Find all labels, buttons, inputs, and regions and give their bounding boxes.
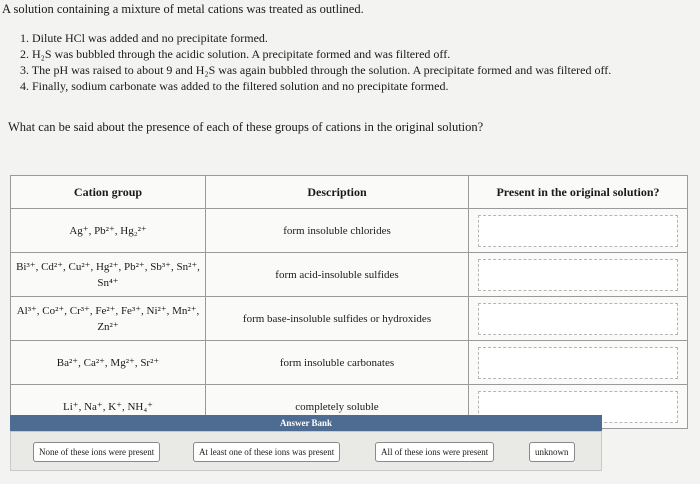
description-cell: form base-insoluble sulfides or hydroxides [206,297,469,341]
cation-list: Bi³⁺, Cd²⁺, Cu²⁺, Hg²⁺, Pb²⁺, Sb³⁺, Sn²⁺, Sn⁴⁺ [16,260,200,289]
step-3: 3. The pH was raised to about 9 and H₂S was again bubbled through the solution. A precipitate formed and was filtered off. [20,63,612,77]
description-cell: form insoluble chlorides [206,209,469,253]
answer-chip-none[interactable]: None of these ions were present [33,442,160,462]
description-cell: completely soluble [206,385,469,429]
table-row [11,209,688,253]
answer-drop-slot[interactable] [478,303,678,335]
table-row [11,341,688,385]
table-row [11,297,688,341]
present-cell [469,209,688,253]
cation-cell [11,209,206,253]
present-cell [469,297,688,341]
answer-drop-slot[interactable] [478,347,678,379]
description-cell: form insoluble carbonates [206,341,469,385]
question-text: What can be said about the presence of each of these groups of cations in the original solution? [8,120,484,134]
answer-chip-all[interactable]: All of these ions were present [375,442,494,462]
intro-text: A solution containing a mixture of metal cations was treated as outlined. [2,2,364,16]
cation-cell [11,297,206,341]
description-cell: form acid-insoluble sulfides [206,253,469,297]
header-description: Description [206,176,469,209]
procedure-steps [20,30,611,94]
present-cell [469,253,688,297]
step-4: 4. Finally, sodium carbonate was added to the filtered solution and no precipitate formed. [20,79,449,93]
answer-bank-title: Answer Bank [10,415,602,431]
table-row [11,253,688,297]
cation-group-table [10,175,688,429]
answer-drop-slot[interactable] [478,215,678,247]
cation-cell [11,253,206,297]
answer-bank [10,431,602,471]
cation-list: Al³⁺, Co²⁺, Cr³⁺, Fe²⁺, Fe³⁺, Ni²⁺, Mn²⁺, Zn²⁺ [16,304,200,333]
present-cell [469,341,688,385]
header-cation-group: Cation group [11,176,206,209]
step-1: 1. Dilute HCl was added and no precipitate formed. [20,31,268,45]
cation-list: Ag⁺, Pb²⁺, Hg₂²⁺ [69,224,147,237]
header-present: Present in the original solution? [469,176,688,209]
answer-chip-at-least-one[interactable]: At least one of these ions was present [193,442,340,462]
table-header-row [11,176,688,209]
answer-drop-slot[interactable] [478,259,678,291]
answer-chip-unknown[interactable]: unknown [529,442,575,462]
step-2: 2. H₂S was bubbled through the acidic solution. A precipitate formed and was filtered off. [20,47,451,61]
cation-list: Ba²⁺, Ca²⁺, Mg²⁺, Sr²⁺ [56,356,160,369]
cation-cell [11,341,206,385]
cation-list: Li⁺, Na⁺, K⁺, NH₄⁺ [63,400,153,413]
